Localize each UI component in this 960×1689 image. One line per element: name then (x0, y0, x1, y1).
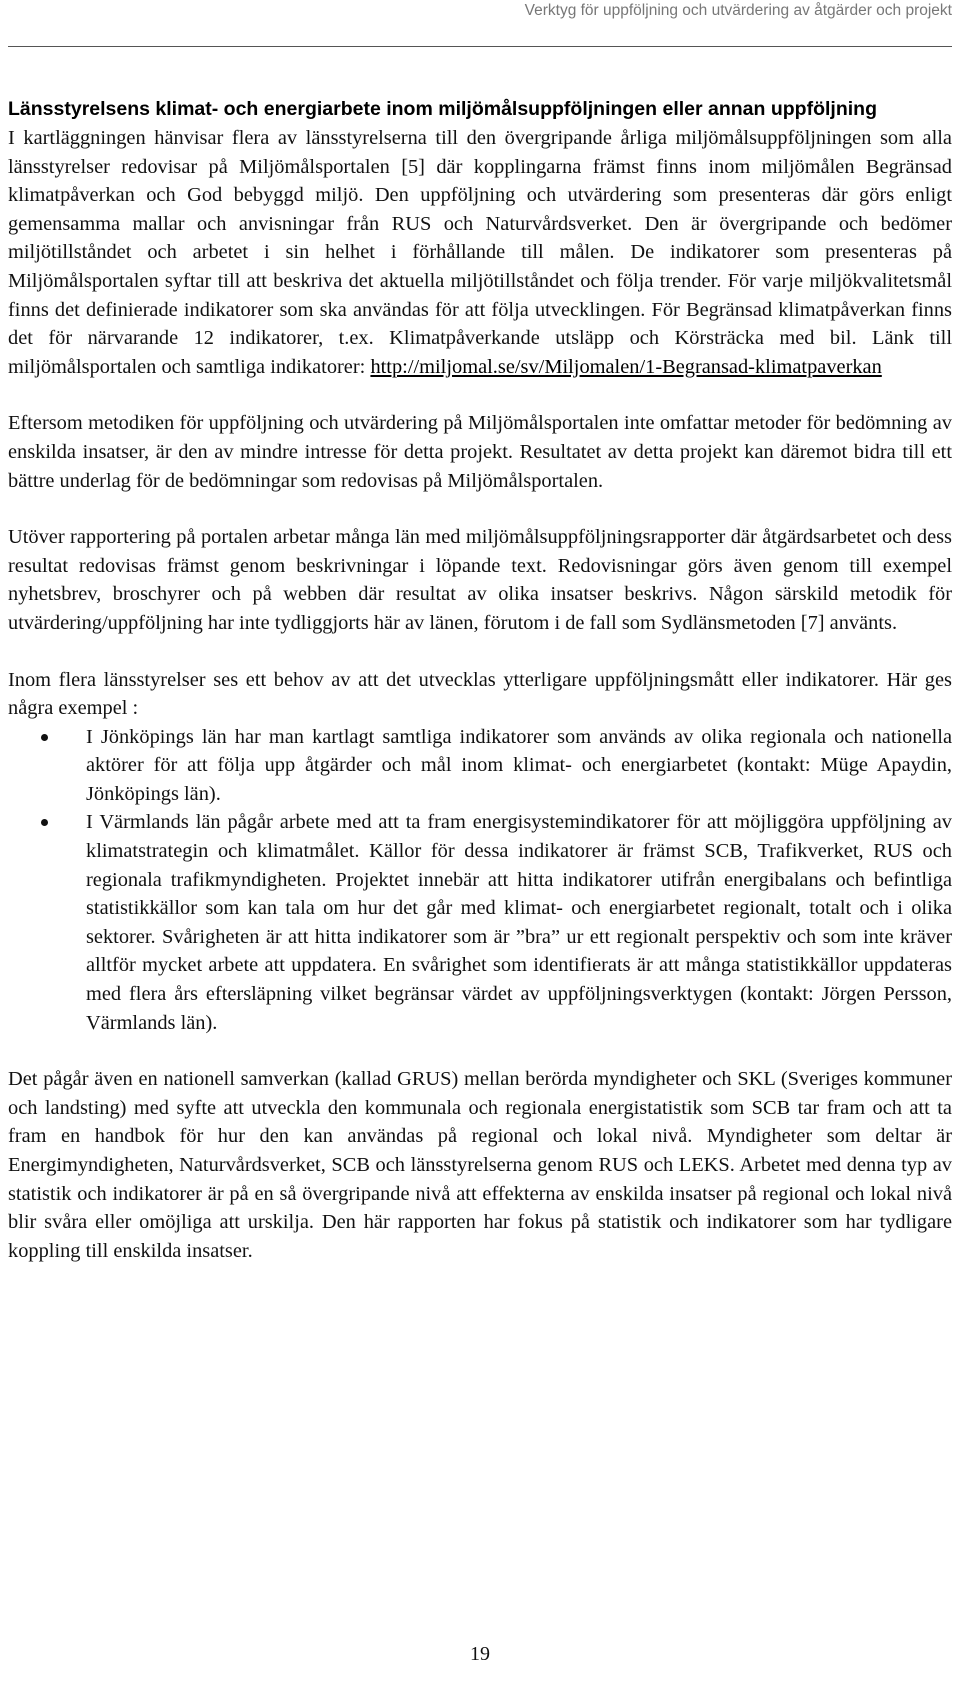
page-body (8, 96, 952, 1265)
header-divider (8, 46, 952, 47)
list-item-text: I Värmlands län pågår arbete med att ta fram energisystemindikatorer för att möjliggöra uppföljning av klimatstrategin och klimatmålet. Källor för dessa indikatorer är främst SCB, Trafikverket, RUS och regionala trafikmyndigheten. Projektet innebär att hitta indikatorer utifrån energibalans och befintliga statistikkällor som kan tala om hur det går med klimat- och energiarbetet regionalt, totalt och i olika sektorer. Svårigheten är att hitta indikatorer som är ”bra” ur ett regionalt perspektiv och som inte kräver alltför mycket arbete att uppdatera. En svårighet som identifierats är att många statistikkällor uppdateras med flera års eftersläpning vilket begränsar värdet av uppföljningsverktygen (kontakt: Jörgen Persson, Värmlands län). (86, 811, 952, 1034)
bullet-icon (41, 734, 48, 741)
list-item (8, 808, 952, 1037)
paragraph-miljomalsportalen (8, 124, 952, 381)
section-heading: Länsstyrelsens klimat- och energiarbete inom miljömålsuppföljningen eller annan uppföljning (8, 98, 877, 120)
examples-list (8, 723, 952, 1038)
paragraph-grus: Det pågår även en nationell samverkan (kallad GRUS) mellan berörda myndigheter och SKL (Sveriges kommuner och landsting) med syfte att utveckla den kommunala och regionala energistatistik som SCB tar fram och att ta fram en handbok för hur den kan användas på regional och lokal nivå. Myndigheter som deltar är Energimyndigheten, Naturvårdsverket, SCB och länsstyrelserna genom RUS och LEKS. Arbetet med denna typ av statistik och indikatorer är på en så övergripande nivå att effekterna av enskilda insatser på regional och lokal nivå blir svåra eller omöjliga att urskilja. Den här rapporten har fokus på statistik och indikatorer som har tydligare koppling till enskilda insatser. (8, 1068, 952, 1262)
running-header: Verktyg för uppföljning och utvärdering av åtgärder och projekt (524, 2, 952, 19)
list-item (8, 723, 952, 809)
paragraph-text: I kartläggningen hänvisar flera av länsstyrelserna till den övergripande årliga miljömålsuppföljningen som alla länsstyrelser redovisar på Miljömålsportalen [5] där kopplingarna främst finns inom miljömålen Begränsad klimatpåverkan och God bebyggd miljö. Den uppföljning och utvärdering som presenteras där görs enligt gemensamma mallar och anvisningar från RUS och Naturvårdsverket. Den är övergripande och bedömer miljötillståndet och arbetet i sin helhet i förhållande till målen. De indikatorer som presenteras på Miljömålsportalen syftar till att beskriva det aktuella miljötillståndet och följa trender. För varje miljökvalitetsmål finns det definierade indikatorer som ska användas för att följa utvecklingen. För Begränsad klimatpåverkan finns det för närvarande 12 indikatorer, t.ex. Klimatpåverkande utsläpp och Körsträcka med bil. Länk till miljömålsportalen och samtliga indikatorer: (8, 127, 952, 378)
bullet-icon (41, 819, 48, 826)
paragraph-behov: Inom flera länsstyrelser ses ett behov av att det utvecklas ytterligare uppföljningsmått eller indikatorer. Här ges några exempel : (8, 668, 952, 720)
paragraph-metodik: Eftersom metodiken för uppföljning och utvärdering på Miljömålsportalen inte omfattar metoder för bedömning av enskilda insatser, är den av mindre intresse för detta projekt. Resultatet av detta projekt kan däremot bidra till ett bättre underlag för de bedömningar som redovisas på Miljömålsportalen. (8, 412, 952, 492)
page-number: 19 (470, 1643, 490, 1665)
miljomal-link[interactable]: http://miljomal.se/sv/Miljomalen/1-Begransad-klimatpaverkan (370, 355, 882, 378)
paragraph-rapportering: Utöver rapportering på portalen arbetar många län med miljömålsuppföljningsrapporter där åtgärdsarbetet och dess resultat redovisas främst genom beskrivningar i löpande text. Redovisningar görs även genom till exempel nyhetsbrev, broschyrer och på webben där resultat av olika insatser beskrivs. Någon särskild metodik för utvärdering/uppföljning har inte tydliggjorts här av länen, förutom i de fall som Sydlänsmetoden [7] använts. (8, 526, 952, 634)
list-item-text: I Jönköpings län har man kartlagt samtliga indikatorer som används av olika regionala och nationella aktörer för att följa upp åtgärder och mål inom klimat- och energiarbetet (kontakt: Müge Apaydin, Jönköpings län). (86, 725, 952, 805)
